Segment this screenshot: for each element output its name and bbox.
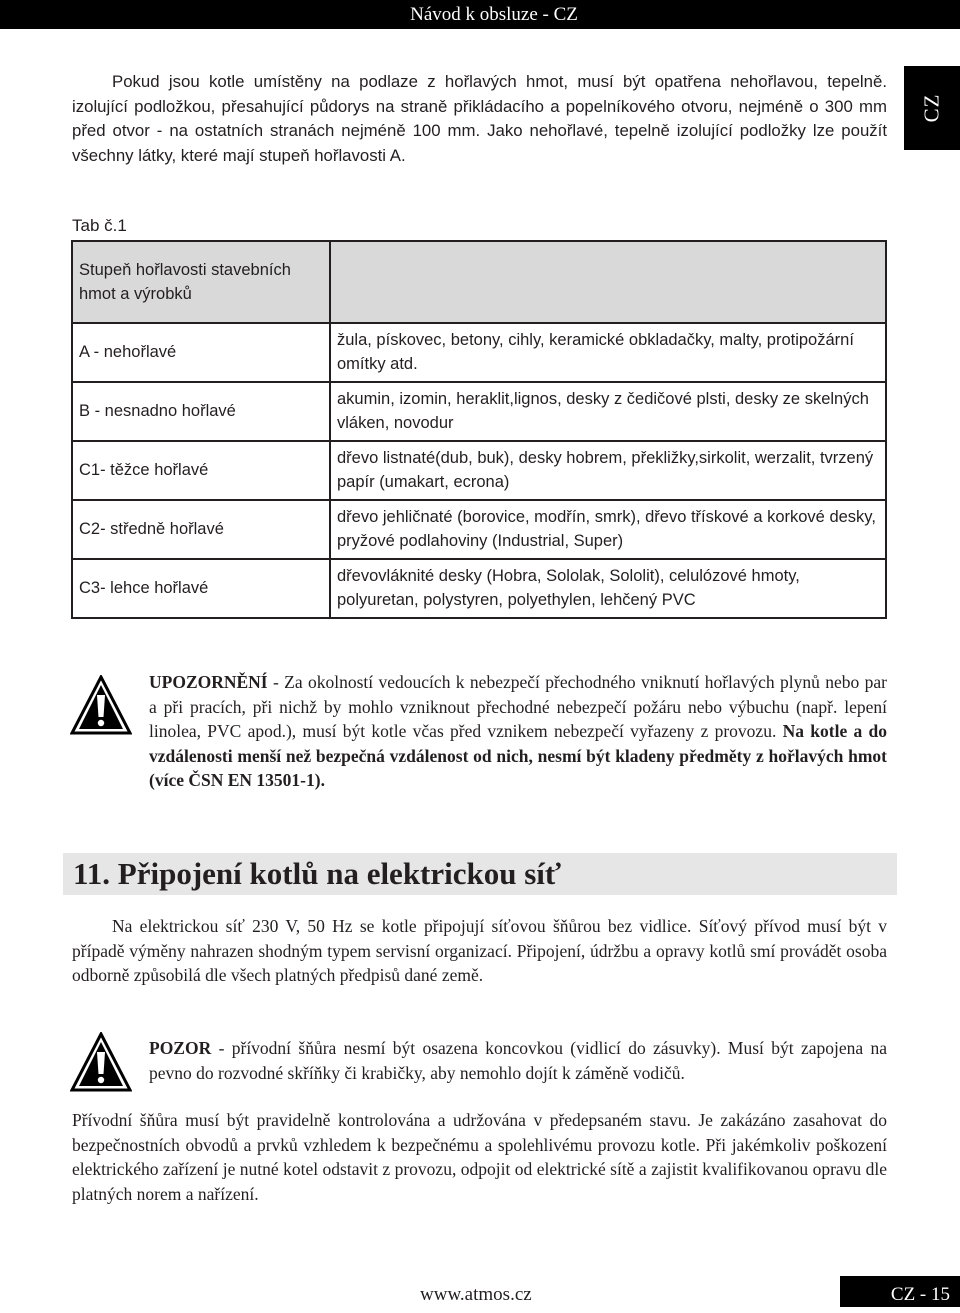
section-number: 11. xyxy=(73,856,111,891)
language-tab-label: CZ xyxy=(919,93,944,123)
header-bar xyxy=(0,0,960,29)
warning-bold-text: Na kotle a do vzdálenosti menší než bezpečná vzdálenost od nich, nesmí být kladeny předměty z hořlavých hmot (více ČSN EN 13501-1). xyxy=(149,721,887,790)
table-header-row xyxy=(72,241,886,323)
table-cell-grade: A - nehořlavé xyxy=(72,323,330,382)
caution-paragraph xyxy=(149,1036,887,1085)
table-cell-materials: dřevovláknité desky (Hobra, Sololak, Sololit), celulózové hmoty, polyuretan, polystyren, polyethylen, lehčený PVC xyxy=(330,559,886,618)
table-cell-materials: dřevo listnaté(dub, buk), desky hobrem, překližky,sirkolit, werzalit, tvrzený papír (umakart, ecrona) xyxy=(330,441,886,500)
table-caption: Tab č.1 xyxy=(72,216,127,235)
header-title: Návod k obsluze - CZ xyxy=(410,4,578,25)
table-cell-materials: akumin, izomin, heraklit,lignos, desky z čedičové plsti, desky ze skelných vláken, novodur xyxy=(330,382,886,441)
closing-paragraph: Přívodní šňůra musí být pravidelně kontrolována a udržována v předepsaném stavu. Je zakázáno zasahovat do bezpečnostních obvodů a prvků vzhledem k bezpečnému a spolehlivému provozu kotle. Při jakémkoliv poškození elektrického zařízení je nutné kotel odstavit z provozu, odpojit od elektrické sítě a zajistit kvalifikovanou opravu dle platných norem a nařízení. xyxy=(72,1110,887,1204)
warning-triangle-icon xyxy=(70,1032,132,1094)
table-cell-grade: B - nesnadno hořlavé xyxy=(72,382,330,441)
section-heading xyxy=(63,853,897,895)
section-paragraph: Na elektrickou síť 230 V, 50 Hz se kotle připojují síťovou šňůrou bez vidlice. Síťový přívod musí být v případě výměny nahrazen shodným typem servisní organizací. Připojení, údržbu a opravy kotlů smí provádět osoba odborně způsobilá dle všech platných předpisů dané země. xyxy=(72,916,887,985)
table-row xyxy=(72,441,886,500)
footer-website: www.atmos.cz xyxy=(420,1284,532,1305)
language-tab xyxy=(904,66,960,150)
caution-label: POZOR xyxy=(149,1038,212,1058)
flammability-table xyxy=(71,240,887,619)
table-header-materials xyxy=(330,241,886,323)
warning-label: UPOZORNĚNÍ xyxy=(149,672,268,692)
section-title-wrap xyxy=(63,853,897,895)
table-row xyxy=(72,323,886,382)
table-row xyxy=(72,382,886,441)
table-row xyxy=(72,500,886,559)
section-title: Připojení kotlů na elektrickou síť xyxy=(117,856,562,891)
table-cell-grade: C2- středně hořlavé xyxy=(72,500,330,559)
warning-paragraph xyxy=(149,670,887,793)
footer-page-number: CZ - 15 xyxy=(840,1276,960,1307)
intro-paragraph: Pokud jsou kotle umístěny na podlaze z hořlavých hmot, musí být opatřena nehořlavou, tepelně. izolující podložkou, přesahující půdorys na straně přikládacího a popelníkového otvoru, nejméně o 300 mm před otvor - na ostatních stranách nejméně 100 mm. Jako nehořlavé, tepelně izolující podložky lze použít všechny látky, které mají stupeň hořlavosti A. xyxy=(72,72,887,165)
table-cell-materials: dřevo jehličnaté (borovice, modřín, smrk), dřevo třískové a korkové desky, pryžové podlahoviny (Industrial, Super) xyxy=(330,500,886,559)
table-cell-materials: žula, pískovec, betony, cihly, keramické obkladačky, malty, protipožární omítky atd. xyxy=(330,323,886,382)
warning-triangle-icon xyxy=(70,675,132,737)
warning-text: - Za okolností vedoucích k nebezpečí přechodného vniknutí hořlavých plynů nebo par a při pracích, při nichž by mohlo vzniknout přechodné nebezpečí požáru nebo výbuchu (např. lepení linolea, PVC apod.), musí být kotle včas před vznikem nebezpečí vyřazeny z provozu. xyxy=(149,672,887,741)
table-cell-grade: C3- lehce hořlavé xyxy=(72,559,330,618)
table-header-grade: Stupeň hořlavosti stavebních hmot a výrobků xyxy=(72,241,330,323)
table-row xyxy=(72,559,886,618)
caution-text: - přívodní šňůra nesmí být osazena koncovkou (vidlicí do zásuvky). Musí být zapojena na pevno do rozvodné skříňky či krabičky, aby nemohlo dojít k záměně vodičů. xyxy=(149,1038,887,1083)
table-cell-grade: C1- těžce hořlavé xyxy=(72,441,330,500)
